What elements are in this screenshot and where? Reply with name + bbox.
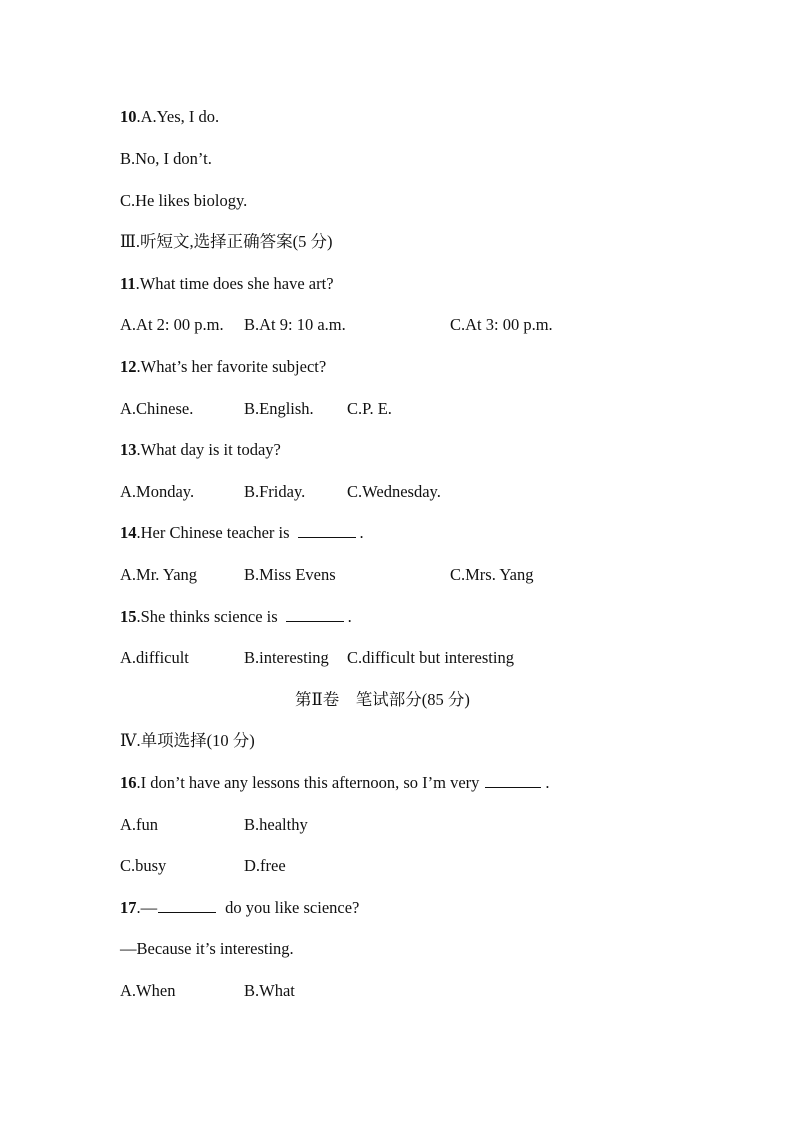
question-11-option-a: A.At 2: 00 p.m. <box>120 315 224 334</box>
question-11-option-c: C.At 3: 00 p.m. <box>450 315 553 334</box>
question-number: 17 <box>120 898 137 917</box>
question-text: .What time does she have art? <box>135 274 334 293</box>
question-15-option-b: B.interesting <box>244 648 329 667</box>
question-12-option-b: B.English. <box>244 399 314 418</box>
question-17-option-a: A.When <box>120 981 176 1000</box>
question-15-option-a: A.difficult <box>120 648 189 667</box>
question-end: . <box>347 607 352 626</box>
question-text: .She thinks science is <box>136 607 278 626</box>
question-number: 11 <box>120 274 136 293</box>
question-12-option-c: C.P. E. <box>347 399 392 418</box>
question-end: . <box>545 773 550 792</box>
question-text: .What’s her favorite subject? <box>136 357 327 376</box>
question-dash: .— <box>136 898 158 917</box>
question-13-option-a: A.Monday. <box>120 482 195 501</box>
question-16-option-b: B.healthy <box>244 815 308 834</box>
question-text: .What day is it today? <box>136 440 281 459</box>
question-number: 16 <box>120 773 137 792</box>
question-13-option-b: B.Friday. <box>244 482 306 501</box>
question-number: 10 <box>120 107 137 126</box>
answer-blank[interactable] <box>298 523 356 538</box>
question-number: 13 <box>120 440 137 459</box>
question-17-answer: —Because it’s interesting. <box>120 939 294 958</box>
section-4-heading: Ⅳ.单项选择(10 分) <box>120 731 255 750</box>
question-13 <box>120 440 281 460</box>
question-14 <box>120 523 364 543</box>
question-11-option-b: B.At 9: 10 a.m. <box>244 315 346 334</box>
question-15-option-c: C.difficult but interesting <box>347 648 514 667</box>
question-15 <box>120 607 352 627</box>
question-10-option-a <box>120 107 219 127</box>
question-12-option-a: A.Chinese. <box>120 399 194 418</box>
question-12 <box>120 357 326 377</box>
question-number: 14 <box>120 523 137 542</box>
question-13-option-c: C.Wednesday. <box>347 482 441 501</box>
question-17-option-b: B.What <box>244 981 295 1000</box>
question-text: .I don’t have any lessons this afternoon, so I’m very <box>136 773 480 792</box>
question-14-option-c: C.Mrs. Yang <box>450 565 534 584</box>
part-2-heading: 第Ⅱ卷 笔试部分(85 分) <box>295 690 470 709</box>
question-14-option-a: A.Mr. Yang <box>120 565 198 584</box>
question-11 <box>120 274 334 294</box>
question-number: 15 <box>120 607 137 626</box>
question-text: .Her Chinese teacher is <box>136 523 290 542</box>
question-16-option-c: C.busy <box>120 856 167 875</box>
section-3-heading: Ⅲ.听短文,选择正确答案(5 分) <box>120 232 333 251</box>
option-text: .A.Yes, I do. <box>136 107 220 126</box>
answer-blank[interactable] <box>485 773 541 788</box>
question-10-option-c: C.He likes biology. <box>120 191 248 210</box>
question-text: do you like science? <box>225 898 360 917</box>
question-16 <box>120 773 550 793</box>
question-end: . <box>359 523 364 542</box>
question-16-option-d: D.free <box>244 856 286 875</box>
answer-blank[interactable] <box>158 898 216 913</box>
question-16-option-a: A.fun <box>120 815 159 834</box>
answer-blank[interactable] <box>286 607 344 622</box>
question-17 <box>120 898 359 918</box>
question-number: 12 <box>120 357 137 376</box>
question-10-option-b: B.No, I don’t. <box>120 149 212 168</box>
question-14-option-b: B.Miss Evens <box>244 565 336 584</box>
